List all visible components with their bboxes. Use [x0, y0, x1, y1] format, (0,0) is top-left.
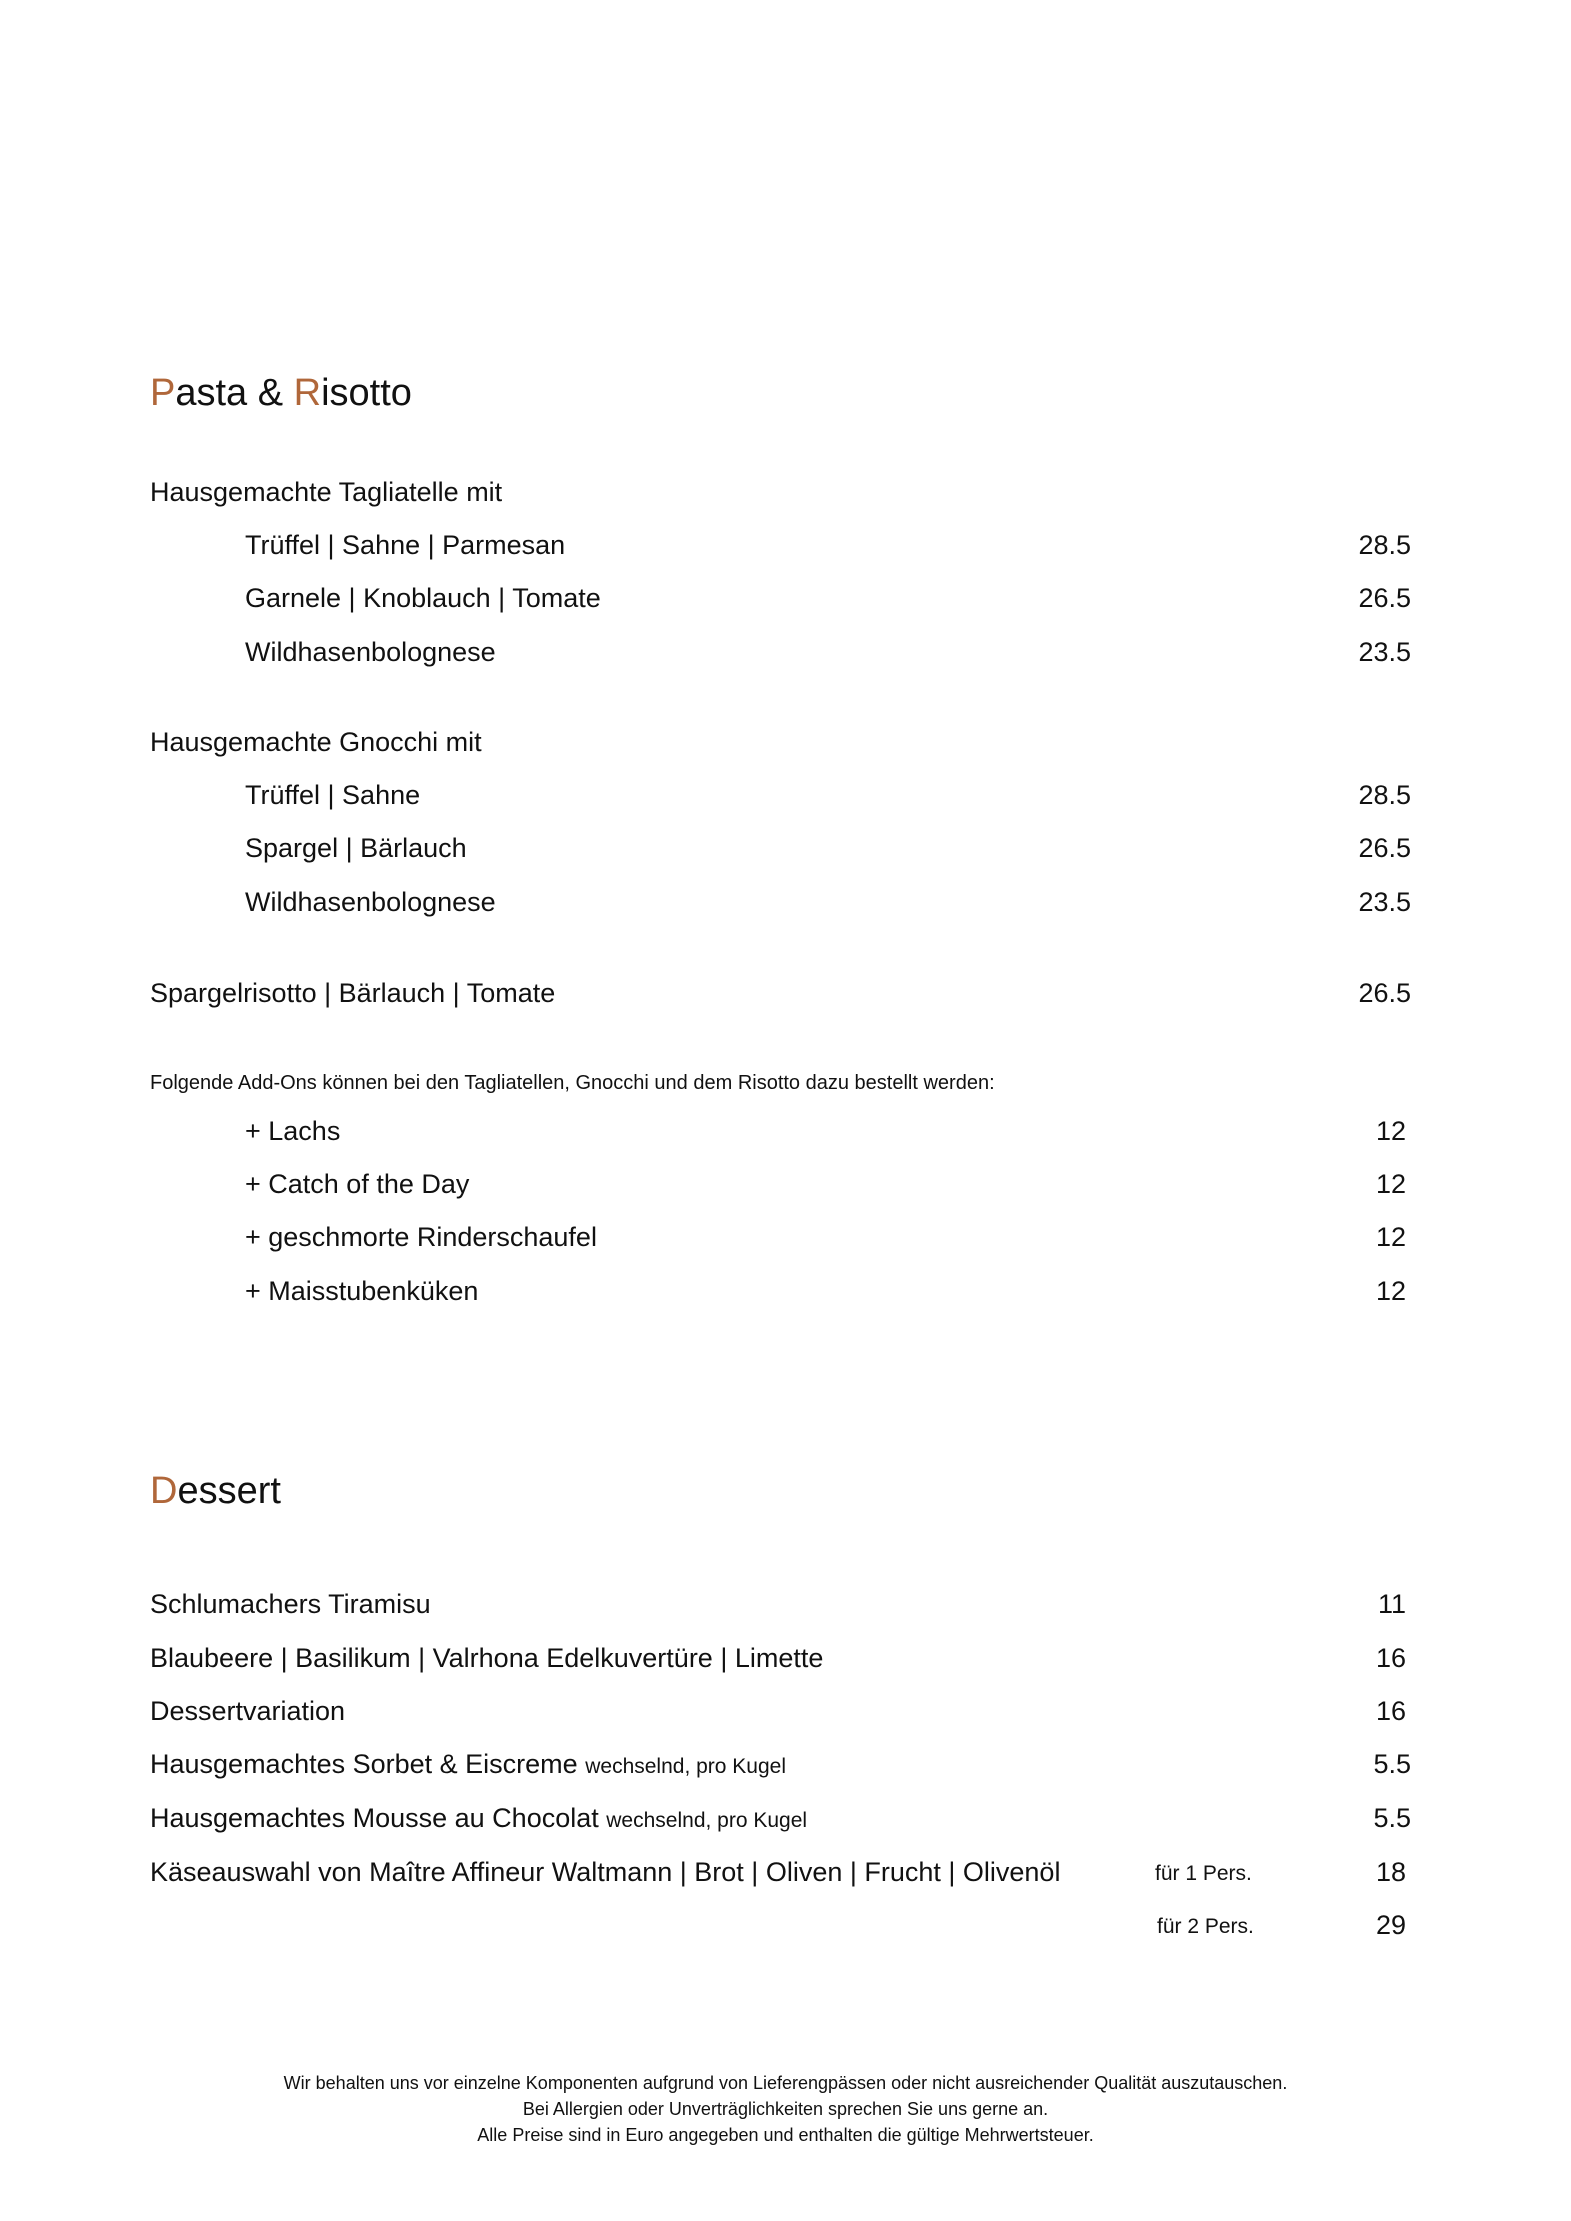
menu-item-name: Wildhasenbolognese	[245, 637, 496, 667]
addon-name: + Lachs	[245, 1116, 341, 1146]
dessert-item-name: Hausgemachtes Sorbet & Eiscreme	[150, 1749, 578, 1779]
addon-name: + Catch of the Day	[245, 1169, 470, 1199]
menu-item-name: Spargel | Bärlauch	[245, 833, 467, 863]
addon-name: + Maisstubenküken	[245, 1276, 479, 1306]
addon-price: 12	[1375, 1116, 1406, 1146]
menu-item-price: 28.5	[1358, 780, 1411, 810]
addon-price: 12	[1375, 1222, 1406, 1252]
dessert-item-price: 5.5	[1373, 1749, 1411, 1779]
footer-line: Alle Preise sind in Euro angegeben und enthalten die gültige Mehrwertsteuer.	[477, 2125, 1094, 2145]
menu-item-price: 23.5	[1358, 637, 1411, 667]
cheese-item-name: Käseauswahl von Maître Affineur Waltmann | Brot | Oliven | Frucht | Olivenöl	[150, 1857, 1061, 1887]
menu-item-name: Wildhasenbolognese	[245, 887, 496, 917]
menu-item-name: Trüffel | Sahne	[245, 780, 421, 810]
menu-item-price: 28.5	[1358, 530, 1411, 560]
addon-name: + geschmorte Rinderschaufel	[245, 1222, 597, 1252]
menu-item-price: 23.5	[1358, 887, 1411, 917]
addon-price: 12	[1375, 1276, 1406, 1306]
dessert-item-price: 11	[1377, 1589, 1406, 1619]
dessert-item-row	[150, 1803, 807, 1834]
cheese-price-2: 29	[1375, 1910, 1406, 1940]
dessert-item-name: Blaubeere | Basilikum | Valrhona Edelkuvertüre | Limette	[150, 1643, 824, 1673]
dessert-item-price: 16	[1375, 1696, 1406, 1726]
dessert-item-price: 5.5	[1373, 1803, 1411, 1833]
section-title-pasta: Pasta & Risotto	[150, 372, 412, 414]
footer-line: Bei Allergien oder Unverträglichkeiten sprechen Sie uns gerne an.	[522, 2099, 1049, 2119]
risotto-price: 26.5	[1358, 978, 1411, 1008]
addon-price: 12	[1375, 1169, 1406, 1199]
dessert-item-note: wechselnd, pro Kugel	[585, 1755, 787, 1778]
dessert-item-name: Schlumachers Tiramisu	[150, 1589, 431, 1619]
dessert-item-note: wechselnd, pro Kugel	[606, 1809, 808, 1832]
footer-line: Wir behalten uns vor einzelne Komponenten aufgrund von Lieferengpässen oder nicht ausreichender Qualität auszutauschen.	[283, 2073, 1288, 2093]
tagliatelle-heading: Hausgemachte Tagliatelle mit	[150, 477, 503, 507]
dessert-item-name: Dessertvariation	[150, 1696, 346, 1726]
cheese-option-1: für 1 Pers.	[1155, 1862, 1252, 1885]
cheese-price-1: 18	[1375, 1857, 1406, 1887]
dessert-item-price: 16	[1375, 1643, 1406, 1673]
section-title-dessert: Dessert	[150, 1470, 281, 1512]
dessert-item-name: Hausgemachtes Mousse au Chocolat	[150, 1803, 599, 1833]
gnocchi-heading: Hausgemachte Gnocchi mit	[150, 727, 482, 757]
dessert-item-row	[150, 1749, 786, 1780]
addons-note: Folgende Add-Ons können bei den Tagliatellen, Gnocchi und dem Risotto dazu bestellt werden:	[150, 1072, 995, 1094]
risotto-name: Spargelrisotto | Bärlauch | Tomate	[150, 978, 556, 1008]
menu-item-price: 26.5	[1358, 833, 1411, 863]
cheese-option-2: für 2 Pers.	[1157, 1915, 1254, 1938]
menu-item-name: Garnele | Knoblauch | Tomate	[245, 583, 601, 613]
footer-notes	[0, 2070, 1571, 2148]
menu-item-price: 26.5	[1358, 583, 1411, 613]
menu-item-name: Trüffel | Sahne | Parmesan	[245, 530, 566, 560]
